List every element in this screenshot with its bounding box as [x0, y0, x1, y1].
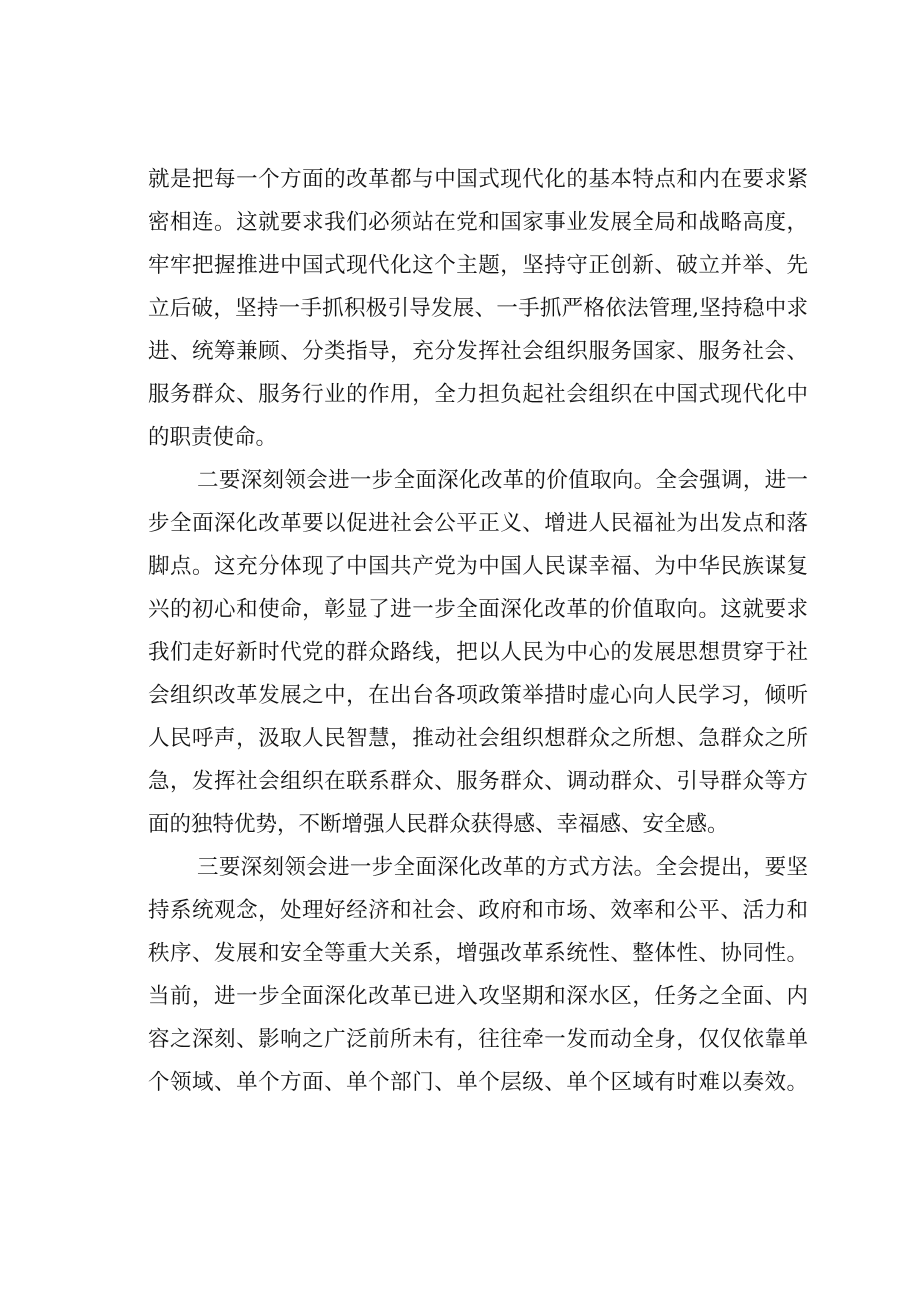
paragraph-2-line-6: 会组织改革发展之中，在出台各项政策举措时虚心向人民学习，倾听 — [148, 683, 808, 708]
paragraph-1-line-3: 牢牢把握推进中国式现代化这个主题，坚持守正创新、破立并举、先 — [148, 253, 808, 278]
paragraph-1-line-1: 就是把每一个方面的改革都与中国式现代化的基本特点和内在要求紧 — [148, 167, 808, 192]
paragraph-3-line-4: 当前，进一步全面深化改革已进入攻坚期和深水区，任务之全面、内 — [148, 984, 808, 1009]
paragraph-1-line-4: 立后破，坚持一手抓积极引导发展、一手抓严格依法管理,坚持稳中求 — [148, 296, 808, 321]
paragraph-1-line-6: 服务群众、服务行业的作用，全力担负起社会组织在中国式现代化中 — [148, 382, 808, 407]
paragraph-2-line-3: 脚点。这充分体现了中国共产党为中国人民谋幸福、为中华民族谋复 — [148, 554, 808, 579]
paragraph-2-line-7: 人民呼声，汲取人民智慧，推动社会组织想群众之所想、急群众之所 — [148, 726, 808, 751]
paragraph-3-line-6: 个领域、单个方面、单个部门、单个层级、单个区域有时难以奏效。 — [148, 1070, 808, 1095]
paragraph-3-line-5: 容之深刻、影响之广泛前所未有，往往牵一发而动全身，仅仅依靠单 — [148, 1027, 808, 1052]
paragraph-2-line-8: 急，发挥社会组织在联系群众、服务群众、调动群众、引导群众等方 — [148, 769, 808, 794]
paragraph-2-line-2: 步全面深化改革要以促进社会公平正义、增进人民福祉为出发点和落 — [148, 511, 808, 536]
paragraph-2-line-1: 二要深刻领会进一步全面深化改革的价值取向。全会强调，进一 — [197, 468, 808, 493]
paragraph-1-line-2: 密相连。这就要求我们必须站在党和国家事业发展全局和战略高度， — [148, 210, 808, 235]
paragraph-3-line-3: 秩序、发展和安全等重大关系，增强改革系统性、整体性、协同性。 — [148, 941, 808, 966]
paragraph-2-line-9: 面的独特优势，不断增强人民群众获得感、幸福感、安全感。 — [148, 812, 729, 837]
paragraph-3-line-1: 三要深刻领会进一步全面深化改革的方式方法。全会提出，要坚 — [197, 855, 808, 880]
paragraph-1-line-7: 的职责使命。 — [148, 425, 278, 450]
paragraph-2-line-5: 我们走好新时代党的群众路线，把以人民为中心的发展思想贯穿于社 — [148, 640, 808, 665]
paragraph-2-line-4: 兴的初心和使命，彰显了进一步全面深化改革的价值取向。这就要求 — [148, 597, 808, 622]
paragraph-1-line-5: 进、统筹兼顾、分类指导，充分发挥社会组织服务国家、服务社会、 — [148, 339, 808, 364]
paragraph-3-line-2: 持系统观念，处理好经济和社会、政府和市场、效率和公平、活力和 — [148, 898, 808, 923]
